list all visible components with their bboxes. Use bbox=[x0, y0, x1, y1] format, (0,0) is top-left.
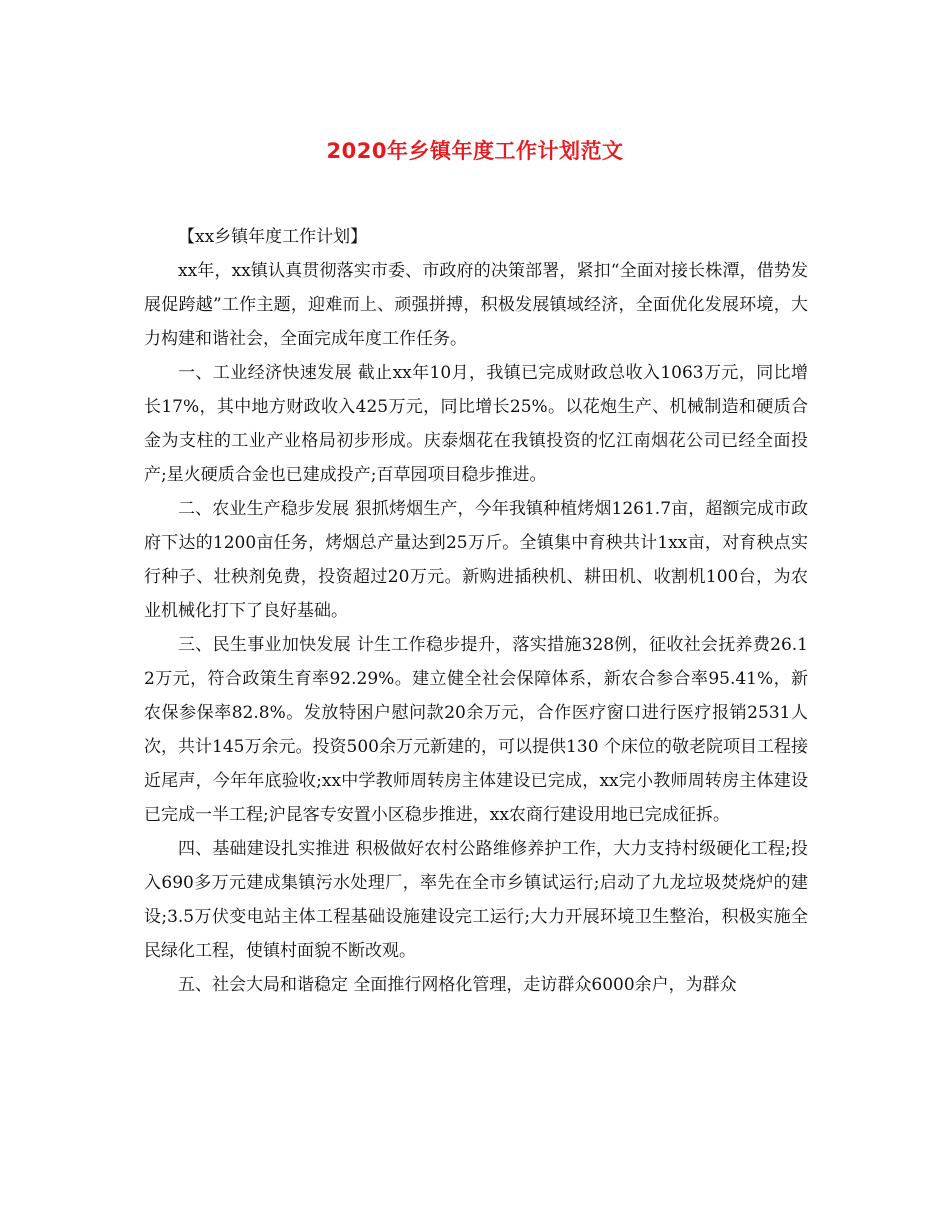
paragraph-livelihood: 三、民生事业加快发展 计生工作稳步提升，落实措施328例，征收社会抚养费26.12万元，符合政策生育率92.29%。建立健全社会保障体系，新农合参合率95.41%，新农保参保率82.8%。发放特困户慰问款20余万元，合作医疗窗口进行医疗报销2531人次，共计145万余元。投资500余万元新建的，可以提供130 个床位的敬老院项目工程接近尾声，今年年底验收;xx中学教师周转房主体建设已完成，xx完小教师周转房主体建设已完成一半工程;沪昆客专安置小区稳步推进，xx农商行建设用地已完成征拆。 bbox=[144, 635, 808, 825]
section-label: 【xx乡镇年度工作计划】 bbox=[178, 227, 368, 247]
paragraph-social-stability: 五、社会大局和谐稳定 全面推行网格化管理，走访群众6000余户，为群众 bbox=[178, 975, 737, 995]
paragraph-infrastructure: 四、基础建设扎实推进 积极做好农村公路维修养护工作，大力支持村级硬化工程;投入690多万元建成集镇污水处理厂，率先在全市乡镇试运行;启动了九龙垃圾焚烧炉的建设;3.5万伏变电站主体工程基础设施建设完工运行;大力开展环境卫生整治，积极实施全民绿化工程，使镇村面貌不断改观。 bbox=[144, 839, 808, 961]
paragraph-industry: 一、工业经济快速发展 截止xx年10月，我镇已完成财政总收入1063万元，同比增长17%，其中地方财政收入425万元，同比增长25%。以花炮生产、机械制造和硬质合金为支柱的工业产业格局初步形成。庆泰烟花在我镇投资的忆江南烟花公司已经全面投产;星火硬质合金也已建成投产;百草园项目稳步推进。 bbox=[144, 363, 808, 485]
document-title: 2020年乡镇年度工作计划范文 bbox=[326, 139, 624, 163]
paragraph-agriculture: 二、农业生产稳步发展 狠抓烤烟生产，今年我镇种植烤烟1261.7亩，超额完成市政府下达的1200亩任务，烤烟总产量达到25万斤。全镇集中育秧共计1xx亩，对育秧点实行种子、壮秧剂免费，投资超过20万元。新购进插秧机、耕田机、收割机100台，为农业机械化打下了良好基础。 bbox=[144, 499, 808, 621]
document-body bbox=[144, 220, 808, 1002]
paragraph-intro: xx年，xx镇认真贯彻落实市委、市政府的决策部署，紧扣“全面对接长株潭，借势发展促跨越”工作主题，迎难而上、顽强拼搏，积极发展镇域经济，全面优化发展环境，大力构建和谐社会，全面完成年度工作任务。 bbox=[144, 261, 808, 349]
